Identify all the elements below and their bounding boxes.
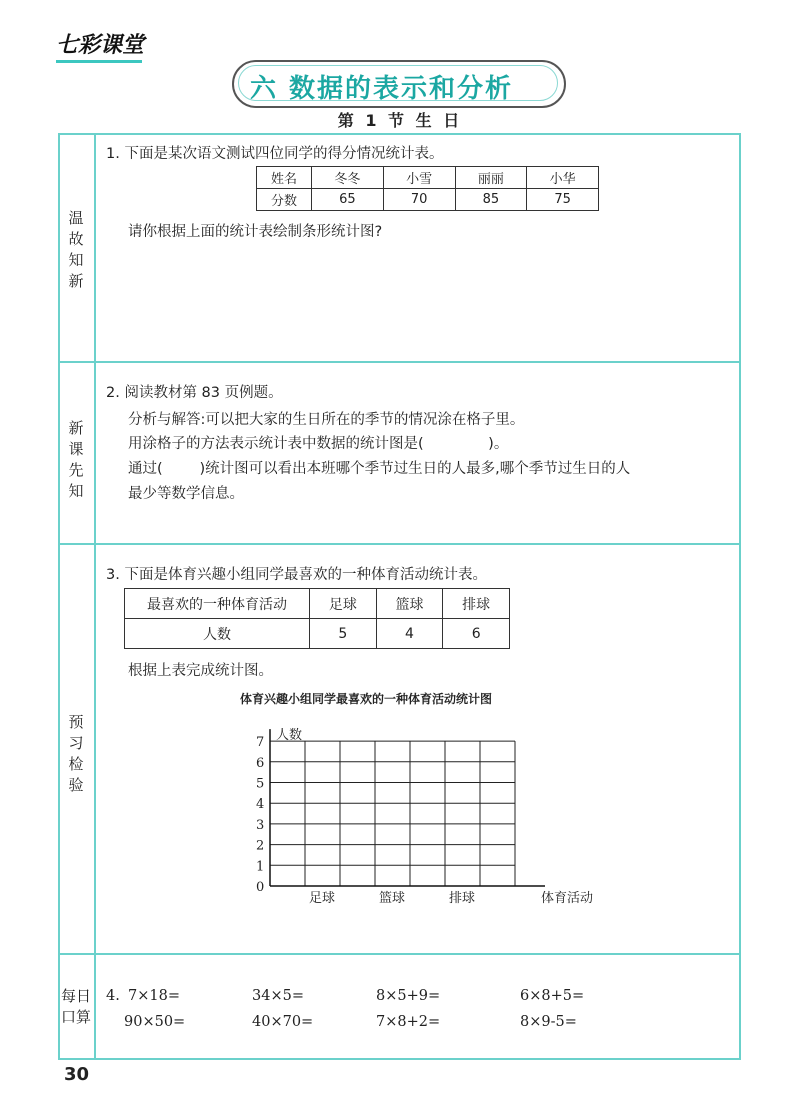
section-label-text: 每日口算 [60, 987, 91, 1026]
bar-chart-grid [240, 705, 620, 915]
section-label-check [58, 712, 94, 796]
q2-line3: 用涂格子的方法表示统计表中数据的统计图是( )。 [128, 436, 509, 452]
q3-text: 3. 下面是体育兴趣小组同学最喜欢的一种体育活动统计表。 [106, 567, 487, 583]
y-tick-label: 1 [256, 859, 265, 875]
table-header-cell: 最喜欢的一种体育活动 [125, 589, 310, 619]
y-tick-label: 5 [256, 776, 265, 792]
q3-activity-table [124, 588, 510, 649]
section-label-review [58, 208, 94, 292]
y-tick-label: 6 [256, 755, 265, 771]
section-title: 第 1 节 生 日 [337, 111, 463, 130]
section-label-daily [58, 986, 94, 1028]
table-header-cell: 排球 [443, 589, 510, 619]
table-cell: 分数 [257, 189, 312, 211]
table-header-cell: 足球 [310, 589, 377, 619]
calc-item: 40×70= [252, 1014, 314, 1030]
table-cell: 4 [376, 619, 443, 649]
x-category-label: 排球 [448, 891, 476, 906]
table-cell: 85 [455, 189, 527, 211]
table-cell: 5 [310, 619, 377, 649]
calc-item: 34×5= [252, 988, 304, 1004]
section-divider [58, 953, 741, 955]
q1-instruction: 请你根据上面的统计表绘制条形统计图? [128, 224, 383, 240]
calc-item: 90×50= [124, 1014, 186, 1030]
table-header-cell: 姓名 [257, 167, 312, 189]
q3-instruction: 根据上表完成统计图。 [128, 663, 273, 679]
x-category-label: 篮球 [378, 891, 406, 906]
table-header-cell: 小华 [527, 167, 599, 189]
y-tick-label: 0 [256, 880, 265, 895]
calc-item: 7×8+2= [376, 1014, 441, 1030]
table-header-cell: 丽丽 [455, 167, 527, 189]
table-cell: 75 [527, 189, 599, 211]
chapter-title: 六 数据的表示和分析 [250, 74, 514, 104]
calc-item: 6×8+5= [520, 988, 585, 1004]
table-header-cell: 小雪 [383, 167, 455, 189]
y-tick-label: 7 [256, 735, 265, 751]
q1-score-table [256, 166, 599, 211]
table-cell: 6 [443, 619, 510, 649]
q2-line1: 2. 阅读教材第 83 页例题。 [106, 385, 283, 401]
section-label-text: 新课先知 [68, 419, 84, 500]
calc-item: 8×5+9= [376, 988, 441, 1004]
table-cell: 70 [383, 189, 455, 211]
page-number: 30 [64, 1064, 90, 1085]
y-tick-label: 2 [256, 838, 265, 854]
label-column-divider [94, 133, 96, 1060]
section-label-text: 温故知新 [68, 209, 84, 290]
q2-line4: 通过( )统计图可以看出本班哪个季节过生日的人最多,哪个季节过生日的人 [128, 461, 631, 477]
q4-label: 4. [106, 988, 120, 1004]
y-tick-label: 3 [256, 817, 265, 833]
x-category-label: 足球 [308, 891, 336, 906]
brand-underline [56, 60, 142, 63]
table-header-cell: 冬冬 [312, 167, 384, 189]
section-divider [58, 543, 741, 545]
section-label-preview [58, 418, 94, 502]
section-divider [58, 361, 741, 363]
table-header-cell: 篮球 [376, 589, 443, 619]
y-axis-label: 人数 [276, 728, 303, 744]
q2-line2: 分析与解答:可以把大家的生日所在的季节的情况涂在格子里。 [128, 412, 525, 428]
table-cell: 65 [312, 189, 384, 211]
y-tick-label: 4 [256, 797, 265, 813]
q1-text: 1. 下面是某次语文测试四位同学的得分情况统计表。 [106, 146, 444, 162]
table-cell: 人数 [125, 619, 310, 649]
q2-line5: 最少等数学信息。 [128, 486, 244, 502]
x-axis-label: 体育活动 [541, 891, 594, 906]
calc-item: 8×9-5= [520, 1014, 577, 1030]
brand-logo: 七彩课堂 [56, 32, 145, 58]
calc-item: 7×18= [128, 988, 180, 1004]
section-label-text: 预习检验 [68, 713, 84, 794]
chart-title: 体育兴趣小组同学最喜欢的一种体育活动统计图 [240, 692, 493, 706]
